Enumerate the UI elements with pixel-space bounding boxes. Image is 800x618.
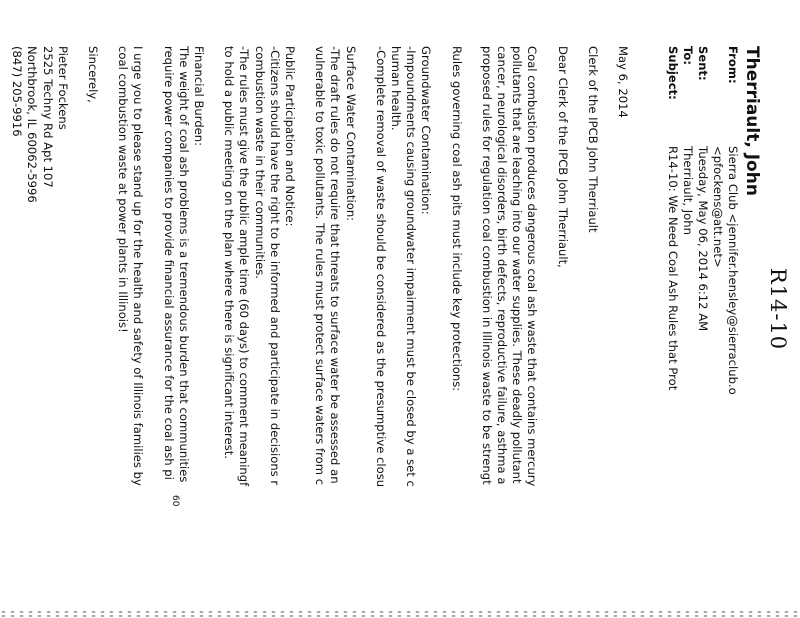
financial-section [160, 46, 206, 618]
from-row-continued [710, 46, 725, 395]
signature-line: (847) 205-9916 [10, 46, 25, 137]
from-value: Sierra Club <jennifer.hensley@sierraclub.o [726, 146, 740, 395]
sender-name: Therriault, John [742, 46, 762, 196]
financial-line: Financial Burden: [191, 46, 206, 147]
surface-line: vulnerable to toxic pollutants. The rules must protect surface waters from c [313, 46, 328, 486]
closing-line: coal combustion waste at power plants in Illinois! [116, 46, 131, 333]
surface-line: -The draft rules do not require that threats to surface water be assessed an [328, 46, 343, 484]
closing-paragraph [115, 46, 145, 618]
intro-line: cancer, neurological disorders, birth defects, reproductive failure, asthma a [494, 46, 509, 485]
financial-line: require power companies to provide financial assurance for the coal ash pi [161, 46, 176, 480]
document-number: R14-10 [766, 267, 790, 351]
signoff: Sincerely, [85, 46, 100, 103]
public-line: combustion waste in their communities. [252, 46, 267, 279]
intro-line: proposed rules for regulation coal combustion in Illinois waste to be strengt [479, 46, 494, 485]
surface-line: Surface Water Contamination: [343, 46, 358, 222]
public-participation-section [221, 46, 297, 618]
letter-date: May 6, 2014 [616, 46, 630, 118]
groundwater-line: Groundwater Contamination: [419, 46, 434, 215]
public-line: -Citizens should have the right to be informed and participate in decisions r [267, 46, 282, 486]
financial-line: The weight of coal ash problems is a tremendous burden that communities [176, 46, 191, 483]
subject-value: R14-10: We Need Coal Ash Rules that Prot [666, 146, 680, 391]
closing-line: I urge you to please stand up for the health and safety of Illinois families by [131, 46, 146, 486]
public-line: to hold a public meeting on the plan where there is significant interest. [222, 46, 237, 459]
to-label: To: [681, 46, 695, 65]
public-line: Public Participation and Notice: [282, 46, 297, 227]
page-number: 60 [170, 495, 180, 507]
subject-row [665, 46, 680, 395]
email-header [665, 46, 740, 395]
from-row [725, 46, 740, 395]
public-line: -The rules must give the public ample time (60 days) to comment meaningf [237, 46, 252, 487]
letter-body [0, 46, 630, 618]
rules-line: Rules governing coal ash pits must include key protections: [449, 46, 464, 392]
intro-paragraph [479, 46, 540, 618]
surface-water-section [312, 46, 358, 618]
intro-line: Coal combustion produces dangerous coal ash waste that contains mercury [525, 46, 540, 487]
to-row [680, 46, 695, 395]
groundwater-section [373, 46, 434, 618]
subject-label: Subject: [666, 46, 680, 100]
sent-label: Sent: [696, 46, 710, 81]
signature-line: Northbrook, IL 60062-5996 [25, 46, 40, 203]
letter-salutation: Dear Clerk of the IPCB John Therriault, [555, 46, 570, 268]
sent-value: Tuesday, May 06, 2014 6:12 AM [696, 146, 710, 332]
letter-address: Clerk of the IPCB John Therriault [585, 46, 600, 233]
groundwater-line: -Impoundments causing groundwater impairment must be closed by a set c [404, 46, 419, 487]
signature-block [9, 46, 70, 618]
intro-line: pollutants that are leaching into our water supplies. These deadly pollutant [510, 46, 525, 484]
sent-row [695, 46, 710, 395]
from-label: From: [726, 46, 740, 84]
groundwater-line: human health. [388, 46, 403, 131]
to-value: Therriault, John [681, 146, 695, 235]
from-value-email: <pfockens@att.net> [711, 146, 725, 268]
signature-line: 2525 Techny Rd Apt 107 [40, 46, 55, 188]
groundwater-line: -Complete removal of waste should be considered as the presumptive closu [373, 46, 388, 488]
signature-line: Pieter Fockens [55, 46, 70, 130]
